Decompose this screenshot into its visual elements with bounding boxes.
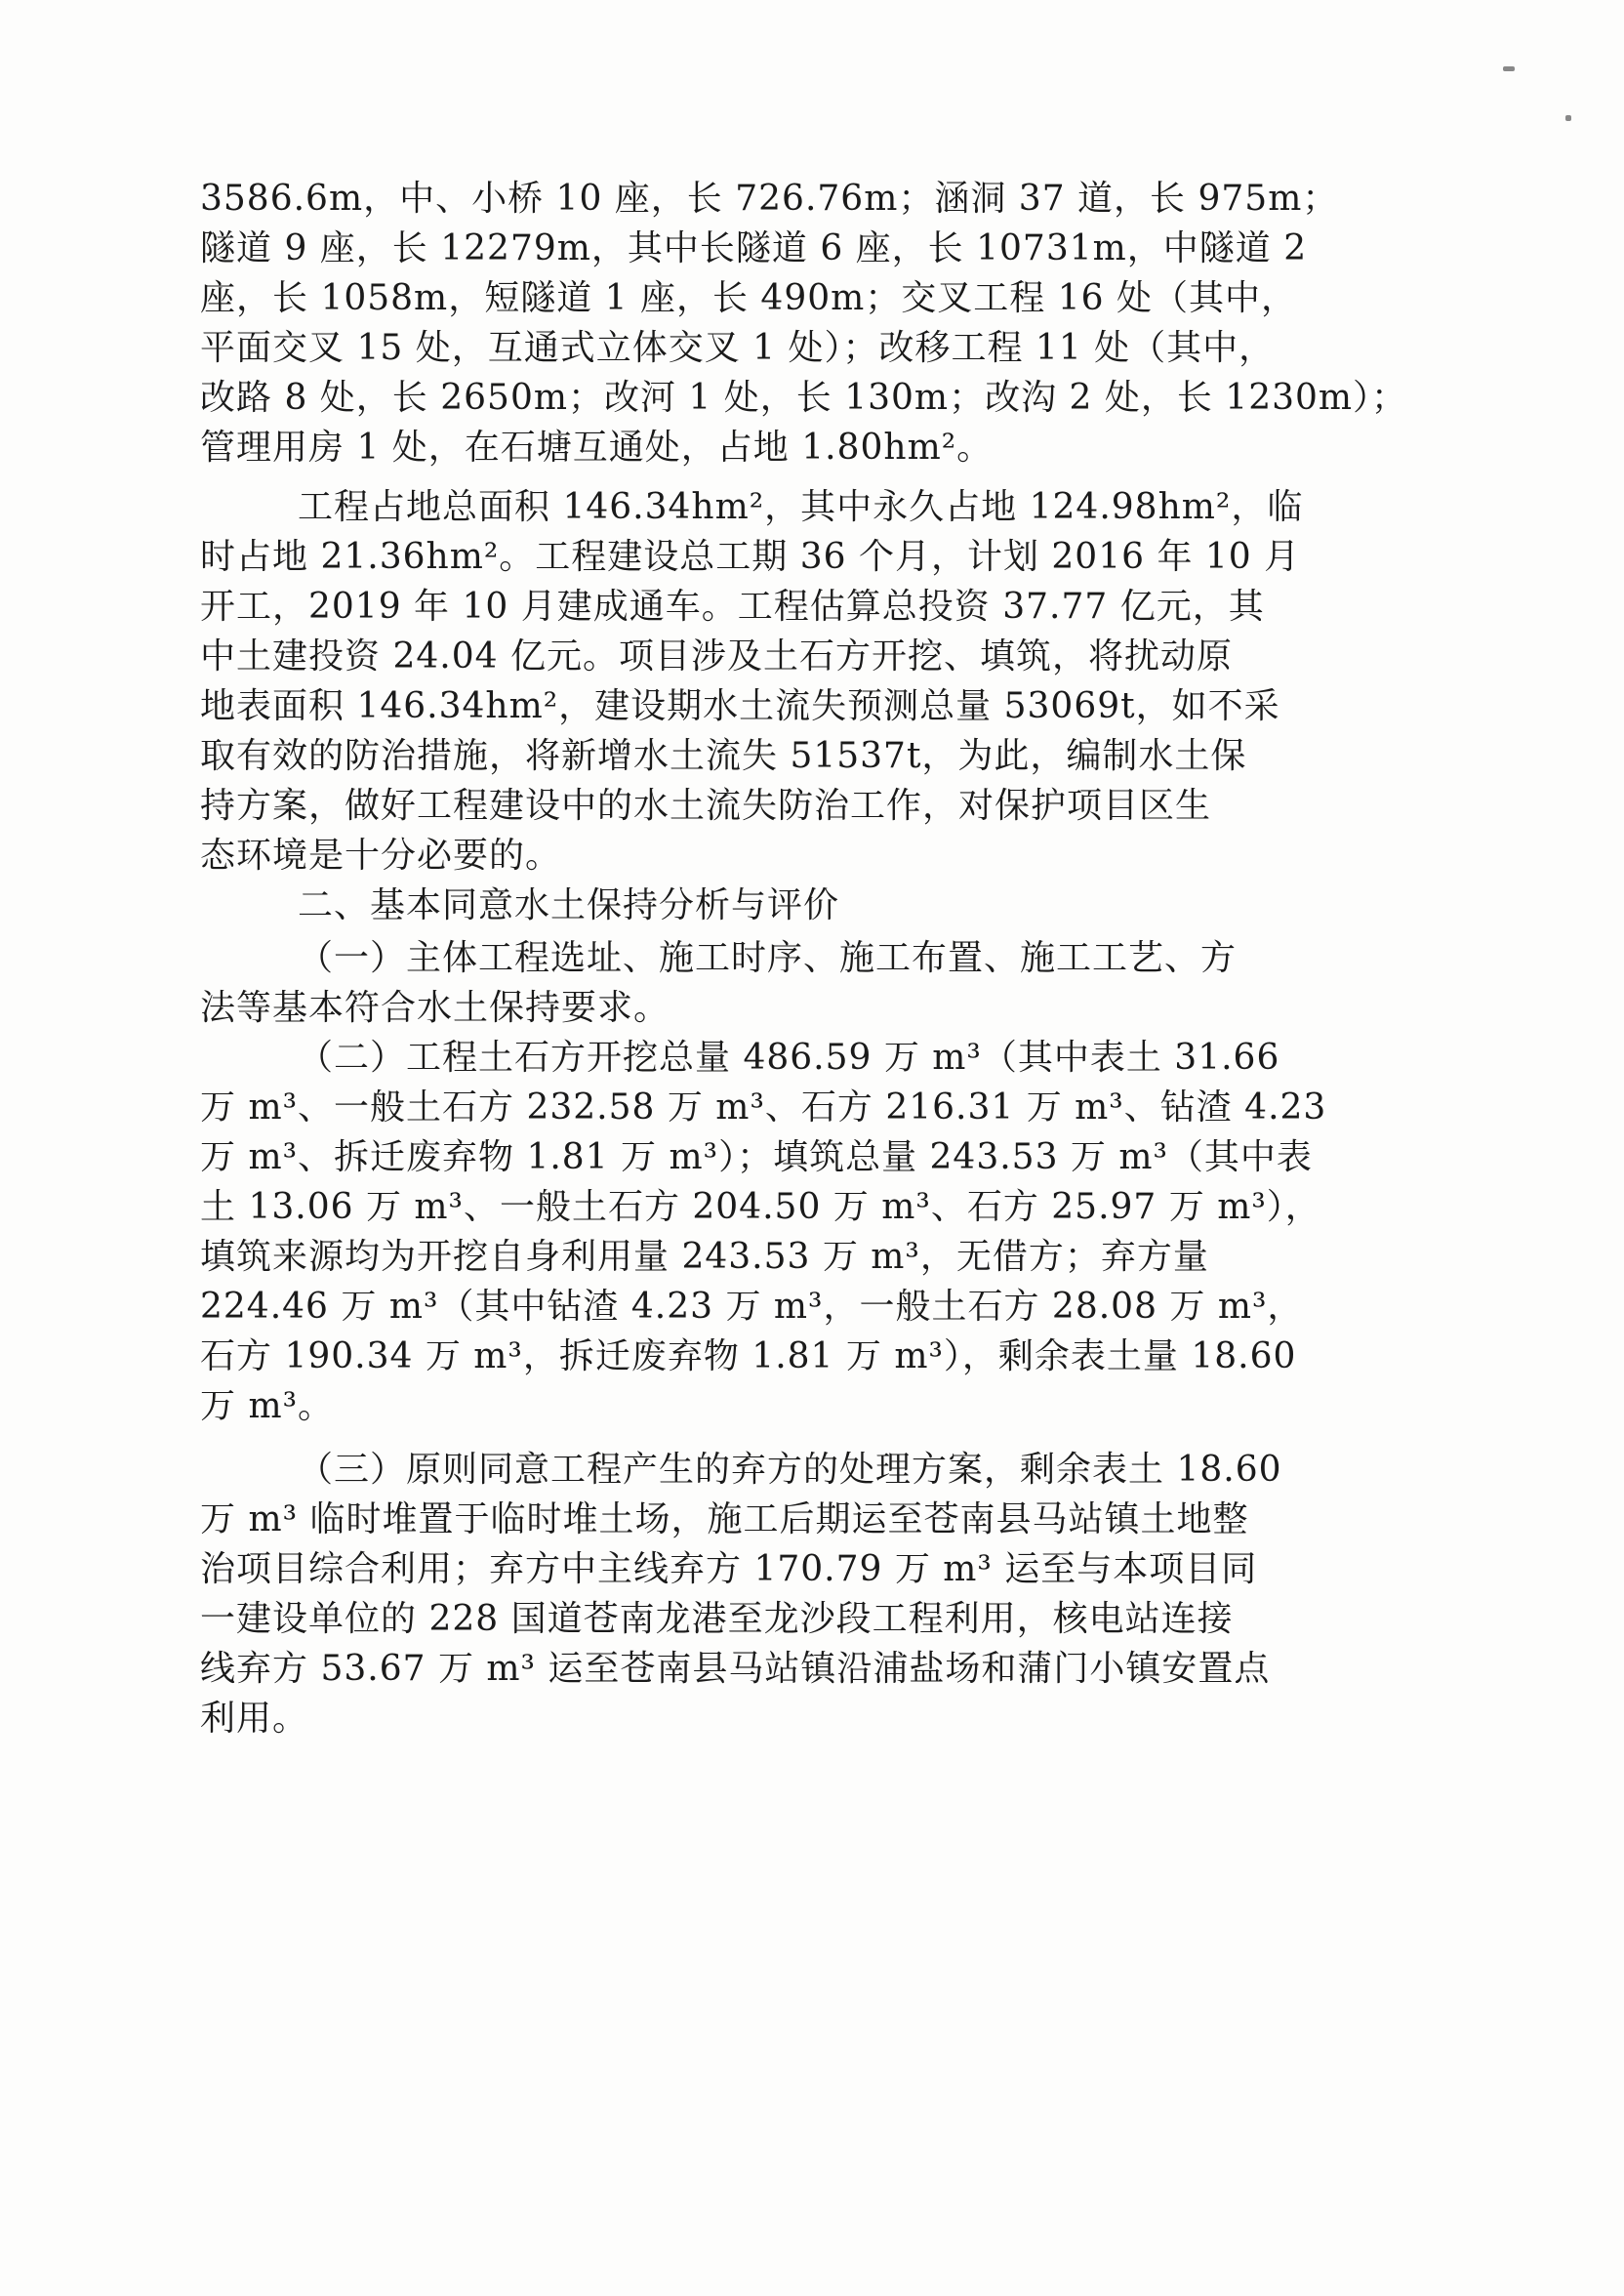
text-line: 土 13.06 万 m³、一般土石方 204.50 万 m³、石方 25.97 万 m³）， <box>200 1187 1321 1227</box>
text-line: 利用。 <box>200 1699 309 1739</box>
text-line: 开工，2019 年 10 月建成通车。工程估算总投资 37.77 亿元，其 <box>200 587 1265 627</box>
text-line: 万 m³。 <box>200 1386 335 1426</box>
text-line: 万 m³、拆迁废弃物 1.81 万 m³）；填筑总量 243.53 万 m³（其中表 <box>200 1137 1313 1177</box>
text-line: 治项目综合利用；弃方中主线弃方 170.79 万 m³ 运至与本项目同 <box>200 1549 1258 1589</box>
text-line: 一建设单位的 228 国道苍南龙港至龙沙段工程利用，核电站连接 <box>200 1599 1234 1639</box>
text-line: 座，长 1058m，短隧道 1 座，长 490m；交叉工程 16 处（其中， <box>200 278 1297 318</box>
text-line: 态环境是十分必要的。 <box>200 836 562 876</box>
text-line: 取有效的防治措施，将新增水土流失 51537t，为此，编制水土保 <box>200 736 1247 776</box>
scan-speck <box>1565 115 1571 121</box>
text-line: 地表面积 146.34hm²，建设期水土流失预测总量 53069t，如不采 <box>200 686 1280 726</box>
text-line: 平面交叉 15 处，互通式立体交叉 1 处）；改移工程 11 处（其中， <box>200 328 1276 368</box>
text-line: 石方 190.34 万 m³，拆迁废弃物 1.81 万 m³），剩余表土量 18.60 <box>200 1336 1297 1376</box>
text-line: 二、基本同意水土保持分析与评价 <box>298 885 840 925</box>
text-line: 管理用房 1 处，在石塘互通处，占地 1.80hm²。 <box>200 428 994 468</box>
text-line: 中土建投资 24.04 亿元。项目涉及土石方开挖、填筑，将扰动原 <box>200 636 1233 676</box>
text-line: 填筑来源均为开挖自身利用量 243.53 万 m³，无借方；弃方量 <box>200 1237 1209 1277</box>
text-line: （二）工程土石方开挖总量 486.59 万 m³（其中表土 31.66 <box>298 1038 1280 1078</box>
text-line: 改路 8 处，长 2650m；改河 1 处，长 130m；改沟 2 处，长 1230m）； <box>200 378 1408 418</box>
scan-speck <box>1503 66 1515 71</box>
text-line: （一）主体工程选址、施工时序、施工布置、施工工艺、方 <box>298 938 1238 978</box>
text-line: 法等基本符合水土保持要求。 <box>200 988 670 1028</box>
text-line: 3586.6m，中、小桥 10 座，长 726.76m；涵洞 37 道，长 975m； <box>200 179 1339 219</box>
text-line: 线弃方 53.67 万 m³ 运至苍南县马站镇沿浦盐场和蒲门小镇安置点 <box>200 1649 1271 1689</box>
text-line: 隧道 9 座，长 12279m，其中长隧道 6 座，长 10731m，中隧道 2 <box>200 228 1308 268</box>
text-line: 224.46 万 m³（其中钻渣 4.23 万 m³，一般土石方 28.08 万 m³， <box>200 1287 1304 1327</box>
text-line: 万 m³ 临时堆置于临时堆土场，施工后期运至苍南县马站镇土地整 <box>200 1499 1249 1539</box>
text-line: （三）原则同意工程产生的弃方的处理方案，剩余表土 18.60 <box>298 1450 1282 1490</box>
text-line: 工程占地总面积 146.34hm²，其中永久占地 124.98hm²，临 <box>298 487 1304 527</box>
text-line: 持方案，做好工程建设中的水土流失防治工作，对保护项目区生 <box>200 786 1212 826</box>
text-line: 时占地 21.36hm²。工程建设总工期 36 个月，计划 2016 年 10 月 <box>200 537 1301 577</box>
text-line: 万 m³、一般土石方 232.58 万 m³、石方 216.31 万 m³、钻渣 4.23 <box>200 1087 1327 1128</box>
